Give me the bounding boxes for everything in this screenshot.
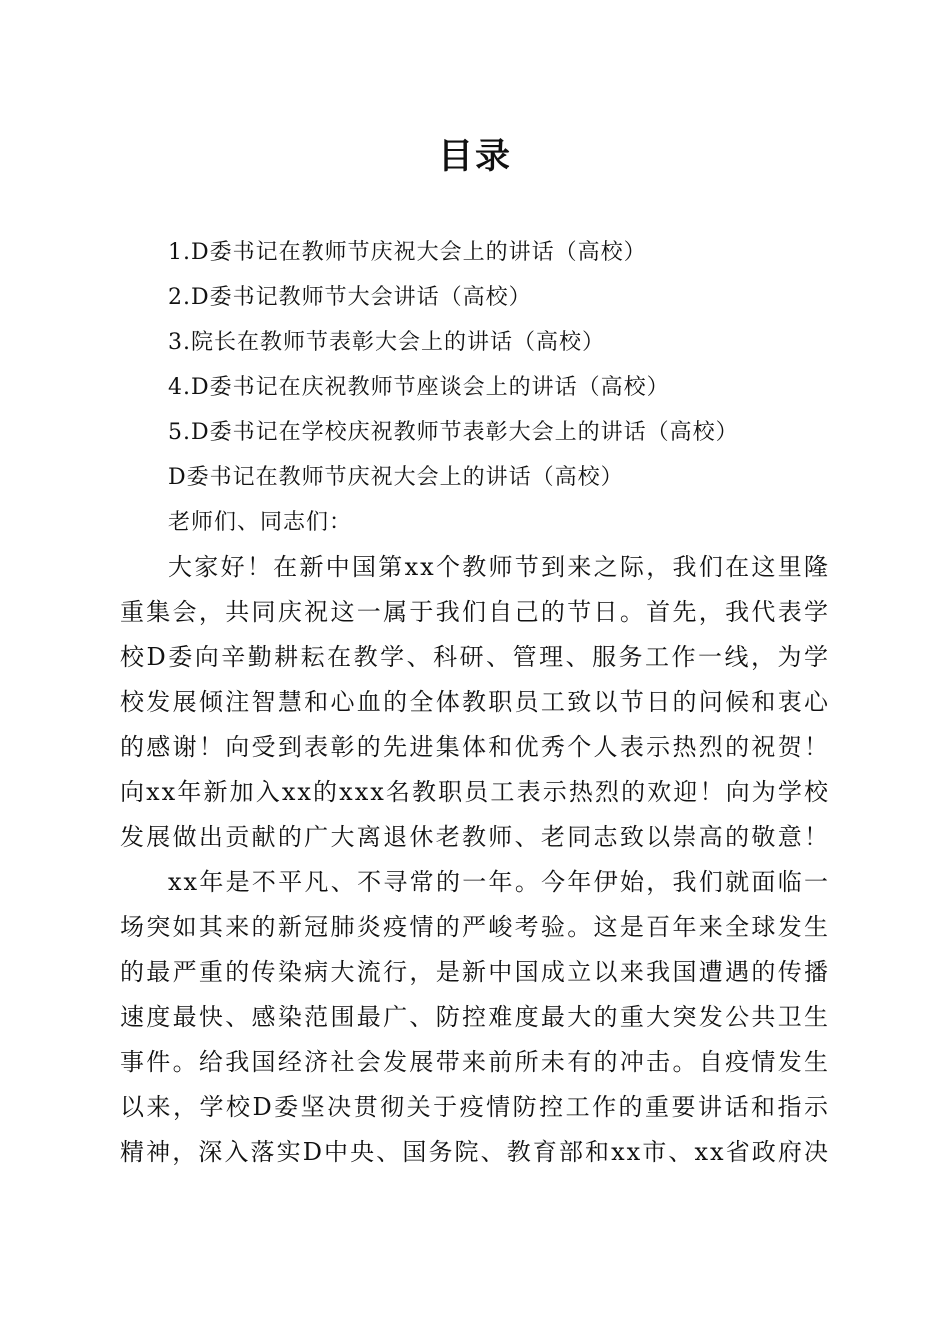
salutation: 老师们、同志们： bbox=[168, 510, 353, 535]
toc-item: 2.D委书记教师节大会讲话（高校） bbox=[168, 285, 532, 310]
page-title: 目录 bbox=[437, 137, 512, 177]
table-of-contents bbox=[120, 230, 830, 455]
speech-heading: D委书记在教师节庆祝大会上的讲话（高校） bbox=[168, 465, 624, 490]
toc-item: 3.院长在教师节表彰大会上的讲话（高校） bbox=[168, 330, 605, 355]
toc-item: 4.D委书记在庆祝教师节座谈会上的讲话（高校） bbox=[168, 375, 670, 400]
paragraph: xx年是不平凡、不寻常的一年。今年伊始，我们就面临一场突如其来的新冠肺炎疫情的严峻考验。这是百年来全球发生的最严重的传染病大流行，是新中国成立以来我国遭遇的传播速度最快、感染范围最广、防控难度最大的重大突发公共卫生事件。给我国经济社会发展带来前所未有的冲击。自疫情发生以来，学校D委坚决贯彻关于疫情防控工作的重要讲话和指示精神，深入落实D中央、国务院、教育部和xx市、xx省政府决 bbox=[120, 868, 830, 1166]
paragraph: 大家好！在新中国第xx个教师节到来之际，我们在这里隆重集会，共同庆祝这一属于我们自己的节日。首先，我代表学校D委向辛勤耕耘在教学、科研、管理、服务工作一线，为学校发展倾注智慧和心血的全体教职员工致以节日的问候和衷心的感谢！向受到表彰的先进集体和优秀个人表示热烈的祝贺！向xx年新加入xx的xxx名教职员工表示热烈的欢迎！向为学校发展做出贡献的广大离退休老教师、老同志致以崇高的敬意！ bbox=[120, 553, 830, 851]
toc-item: 1.D委书记在教师节庆祝大会上的讲话（高校） bbox=[168, 240, 647, 265]
toc-item: 5.D委书记在学校庆祝教师节表彰大会上的讲话（高校） bbox=[168, 420, 739, 445]
speech-body bbox=[120, 455, 830, 1175]
